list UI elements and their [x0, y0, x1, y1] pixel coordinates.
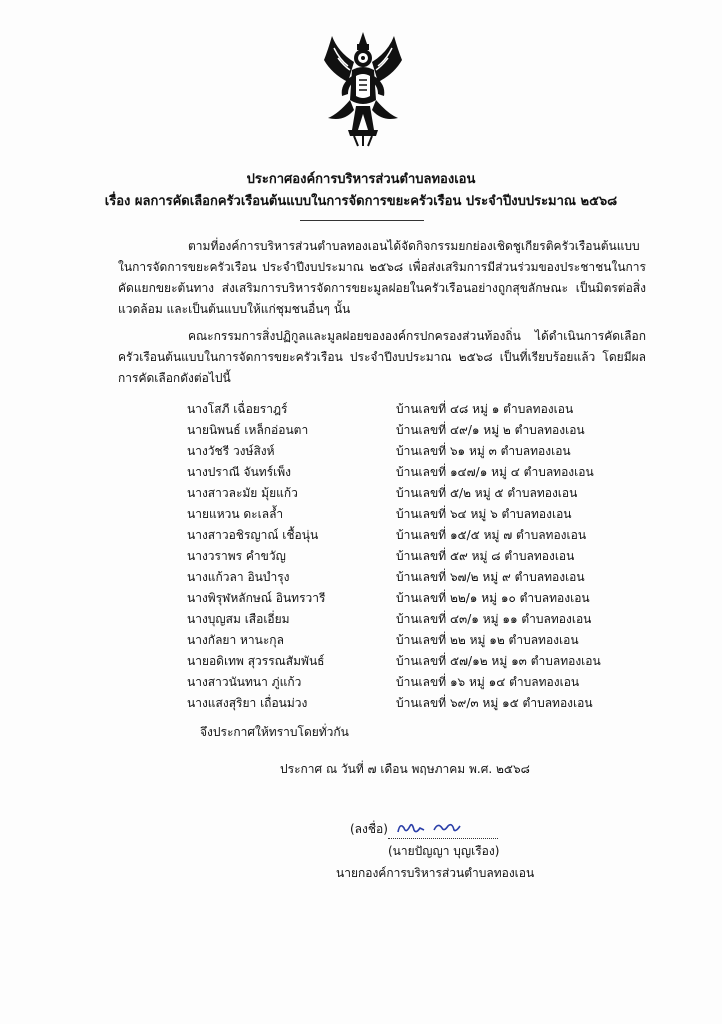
household-row [187, 609, 647, 630]
household-row [187, 420, 647, 441]
closing-statement: จึงประกาศให้ทราบโดยทั่วกัน [200, 725, 349, 739]
household-address: บ้านเลขที่ ๒๒ หมู่ ๑๒ ตำบลทองเอน [396, 633, 579, 647]
household-name: นางสาวนันทนา ภู่แก้ว [187, 675, 302, 689]
household-name: นายแหวน ดะเลล้ำ [187, 507, 284, 521]
divider [300, 220, 424, 221]
household-row [187, 441, 647, 462]
household-row [187, 651, 647, 672]
household-name: นางแสงสุริยา เถื่อนม่วง [187, 696, 308, 710]
household-name: นางกัลยา หานะกุล [187, 633, 284, 647]
household-name: นางสาวอชิรญาณ์ เชื้อนุ่น [187, 528, 319, 542]
household-row [187, 483, 647, 504]
signature-prefix: (ลงชื่อ) [350, 822, 388, 836]
body-paragraph-2: คณะกรรมการสิ่งปฏิกูลและมูลฝอยขององค์กรปกครองส่วนท้องถิ่น ได้ดำเนินการคัดเลือกครัวเรือนต้นแบบในการจัดการขยะครัวเรือน ประจำปีงบประมาณ ๒๕๖๘ เป็นที่เรียบร้อยแล้ว โดยมีผลการคัดเลือกดังต่อไปนี้ [118, 329, 646, 385]
signer-position: นายกองค์การบริหารส่วนตำบลทองเอน [336, 866, 535, 880]
household-name: นางพิรุฬหลักษณ์ อินทรวารี [187, 591, 326, 605]
household-address: บ้านเลขที่ ๒๒/๑ หมู่ ๑๐ ตำบลทองเอน [396, 591, 590, 605]
household-row [187, 399, 647, 420]
household-name: นายนิพนธ์ เหล็กอ่อนตา [187, 423, 309, 437]
signature-dotted-line [388, 824, 498, 839]
announcement-title: ประกาศองค์การบริหารส่วนตำบลทองเอน [246, 172, 476, 187]
signer-name: (นายปัญญา บุญเรือง) [388, 844, 500, 858]
household-address: บ้านเลขที่ ๕๙ หมู่ ๘ ตำบลทองเอน [396, 549, 575, 563]
household-row [187, 546, 647, 567]
household-row [187, 504, 647, 525]
household-name: นางบุญสม เสือเอี่ยม [187, 612, 290, 626]
household-address: บ้านเลขที่ ๑๖ หมู่ ๑๔ ตำบลทองเอน [396, 675, 580, 689]
household-address: บ้านเลขที่ ๑๕/๕ หมู่ ๗ ตำบลทองเอน [396, 528, 587, 542]
household-name: นางปราณี จันทร์เพ็ง [187, 465, 292, 479]
household-address: บ้านเลขที่ ๖๔ หมู่ ๖ ตำบลทองเอน [396, 507, 572, 521]
handwritten-signature-icon [394, 818, 484, 838]
household-address: บ้านเลขที่ ๕๗/๑๒ หมู่ ๑๓ ตำบลทองเอน [396, 654, 601, 668]
household-row [187, 588, 647, 609]
household-name: นางโสภี เฉื่อยราฎร์ [187, 402, 288, 416]
household-name: นางแก้วลา อินบำรุง [187, 570, 290, 584]
household-address: บ้านเลขที่ ๔๙/๑ หมู่ ๒ ตำบลทองเอน [396, 423, 585, 437]
household-address: บ้านเลขที่ ๖๙/๓ หมู่ ๑๕ ตำบลทองเอน [396, 696, 593, 710]
household-row [187, 693, 647, 714]
household-row [187, 525, 647, 546]
household-address: บ้านเลขที่ ๔๘ หมู่ ๑ ตำบลทองเอน [396, 402, 574, 416]
household-address: บ้านเลขที่ ๕/๒ หมู่ ๕ ตำบลทองเอน [396, 486, 578, 500]
household-name: นายอดิเทพ สุวรรณสัมพันธ์ [187, 654, 325, 668]
household-row [187, 630, 647, 651]
garuda-emblem-icon [318, 30, 408, 148]
announcement-subject: เรื่อง ผลการคัดเลือกครัวเรือนต้นแบบในการจัดการขยะครัวเรือน ประจำปีงบประมาณ ๒๕๖๘ [104, 194, 618, 209]
household-name: นางวัชรี วงษ์สิงห์ [187, 444, 275, 458]
household-row [187, 672, 647, 693]
household-name: นางวราพร คำขวัญ [187, 549, 286, 563]
household-row [187, 567, 647, 588]
body-paragraph-1: ตามที่องค์การบริหารส่วนตำบลทองเอนได้จัดกิจกรรมยกย่องเชิดชูเกียรติครัวเรือนต้นแบบในการจัดการขยะครัวเรือน ประจำปีงบประมาณ ๒๕๖๘ เพื่อส่งเสริมการมีส่วนร่วมของประชาชนในการคัดแยกขยะต้นทาง ส่งเสริมการบริหารจัดการขยะมูลฝอยในครัวเรือนอย่างถูกสุขลักษณะ เป็นมิตรต่อสิ่งแวดล้อม และเป็นต้นแบบให้แก่ชุมชนอื่นๆ นั้น [118, 239, 646, 316]
household-address: บ้านเลขที่ ๔๓/๑ หมู่ ๑๑ ตำบลทองเอน [396, 612, 592, 626]
announcement-date: ประกาศ ณ วันที่ ๗ เดือน พฤษภาคม พ.ศ. ๒๕๖๘ [280, 762, 530, 776]
household-address: บ้านเลขที่ ๖๑ หมู่ ๓ ตำบลทองเอน [396, 444, 571, 458]
household-name: นางสาวละมัย มุ้ยแก้ว [187, 486, 298, 500]
household-address: บ้านเลขที่ ๑๔๗/๑ หมู่ ๔ ตำบลทองเอน [396, 465, 594, 479]
household-list [187, 399, 647, 714]
household-address: บ้านเลขที่ ๖๗/๒ หมู่ ๙ ตำบลทองเอน [396, 570, 585, 584]
household-row [187, 462, 647, 483]
signature-line [350, 820, 498, 839]
